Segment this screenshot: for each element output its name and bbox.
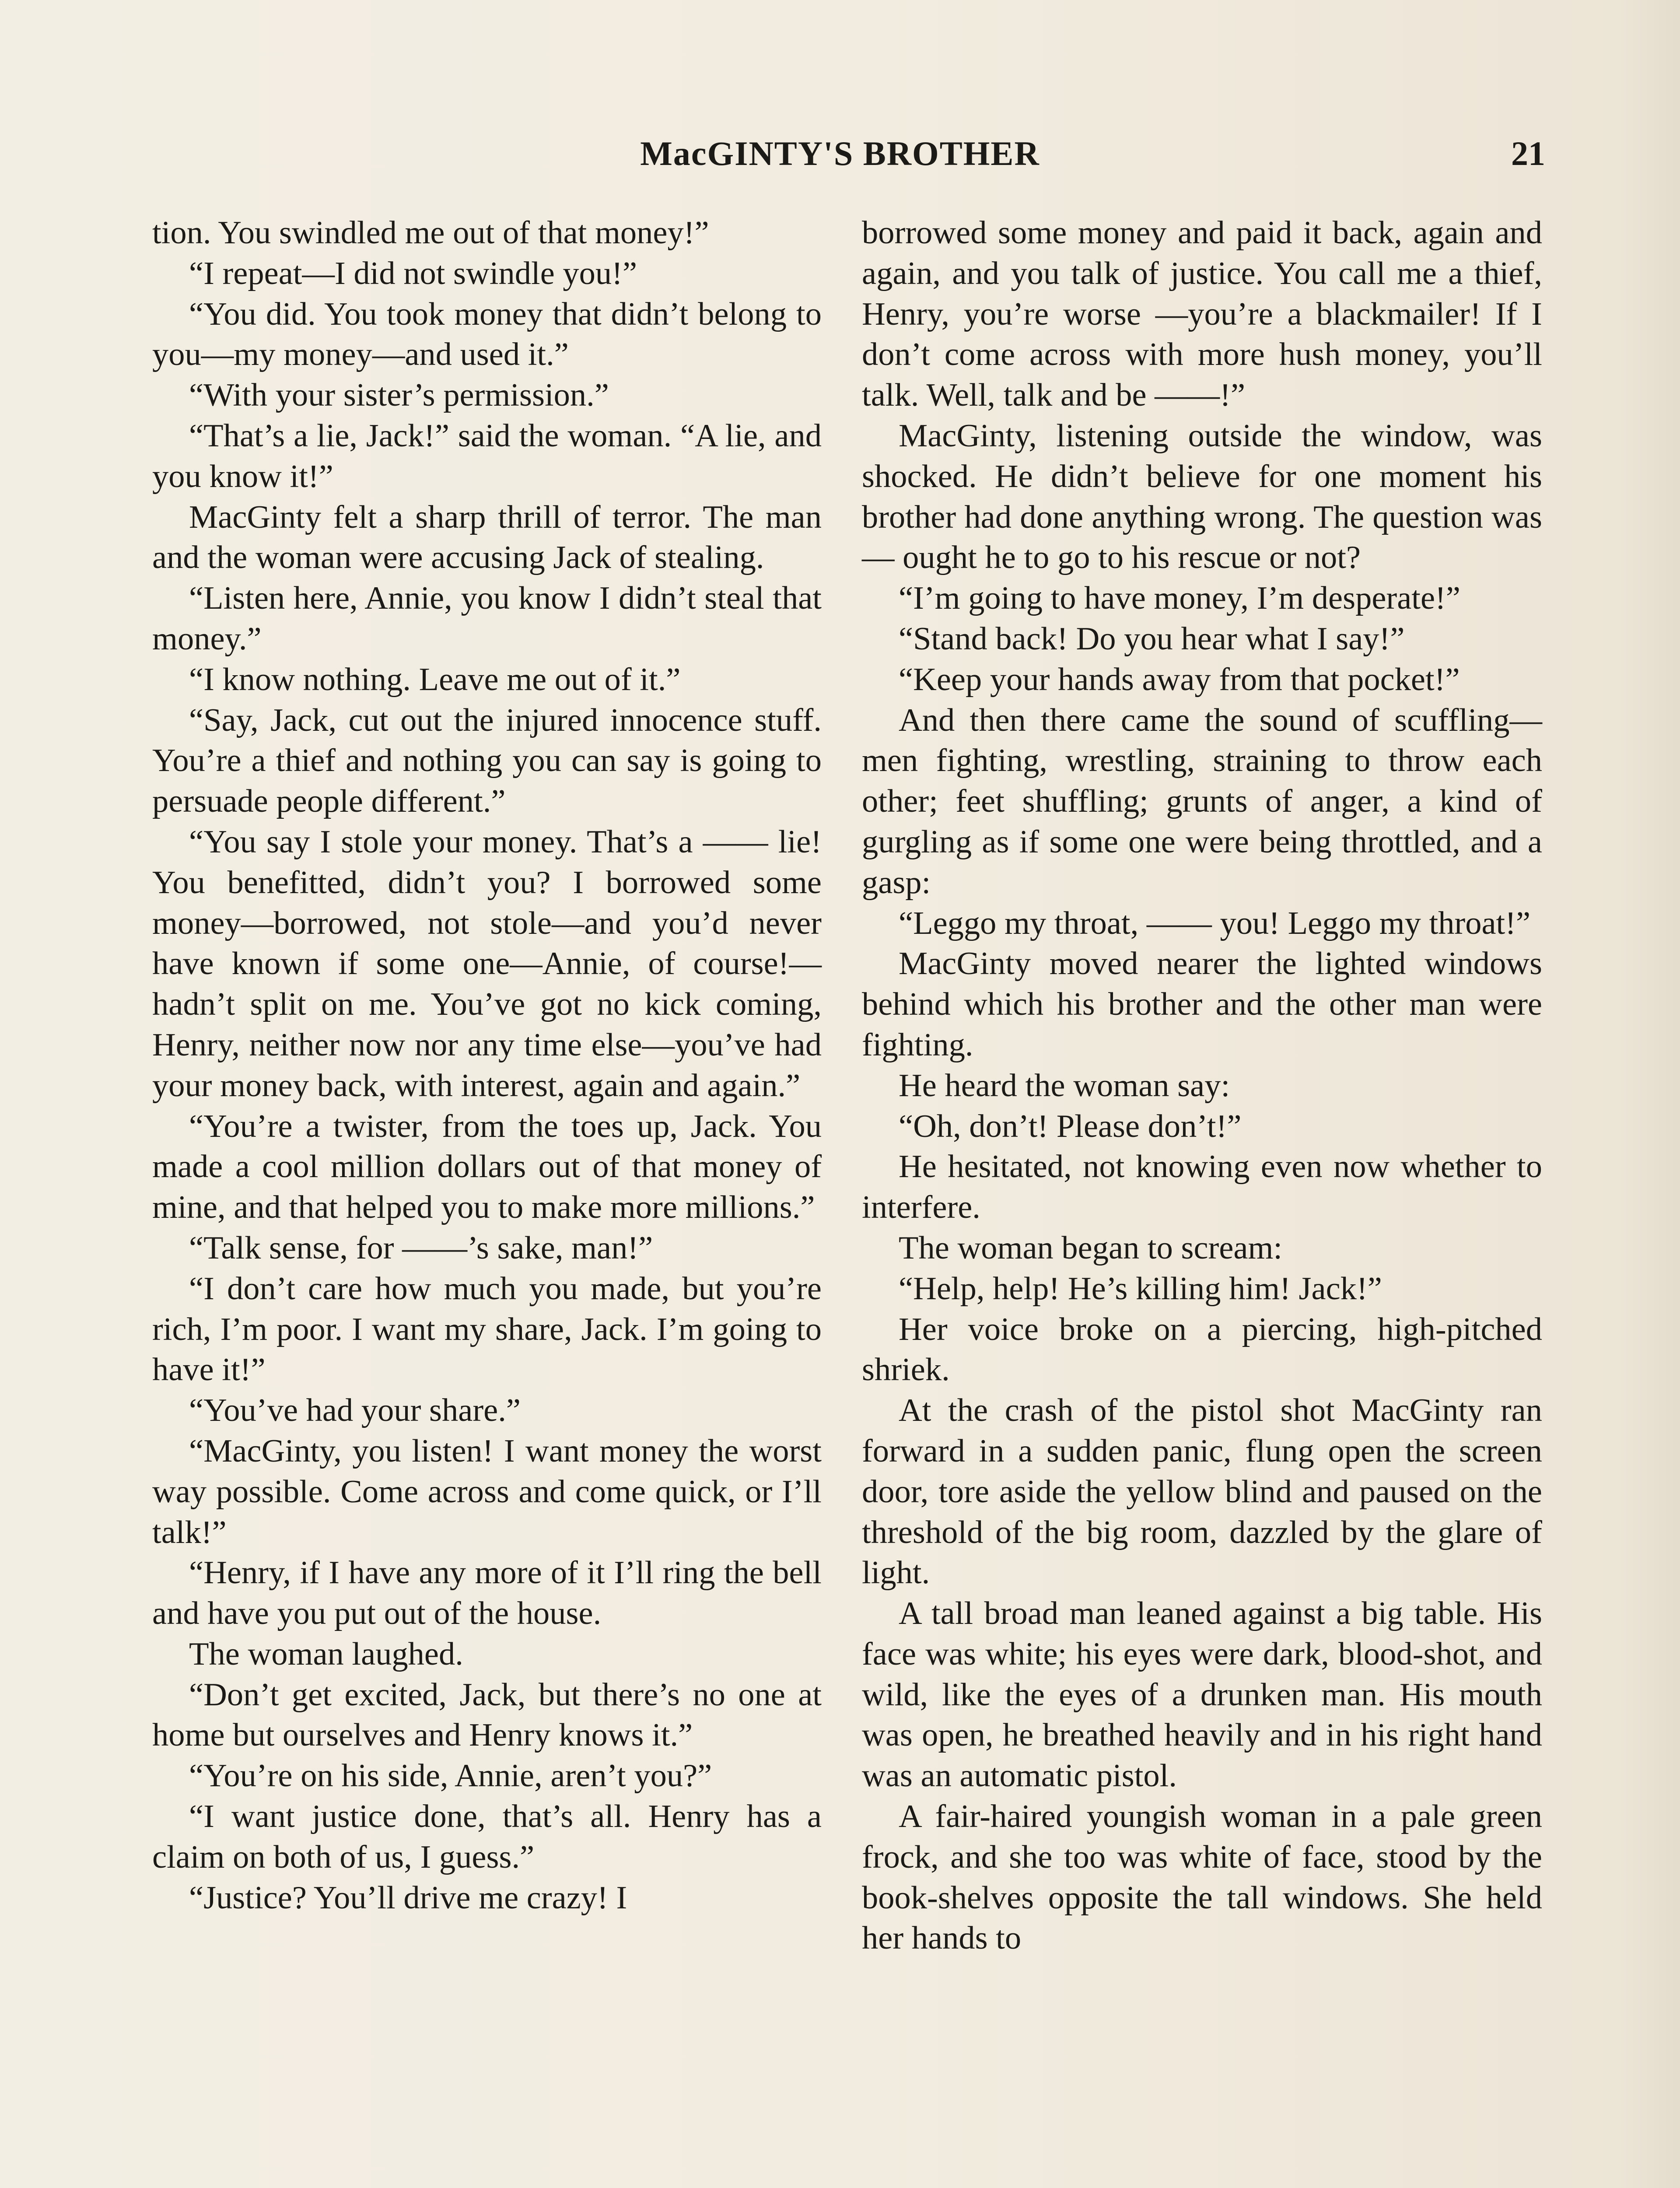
paragraph: “You’re a twister, from the toes up, Jack. You made a cool million dollars out of that money of mine, and that helped you to make more millions.”	[152, 1108, 822, 1226]
paragraph: He hesitated, not knowing even now whether to interfere.	[862, 1149, 1542, 1226]
left-text-column	[152, 213, 822, 1918]
right-text-column	[862, 213, 1542, 1959]
paragraph: The woman began to scream:	[899, 1230, 1283, 1266]
paragraph: “I know nothing. Leave me out of it.”	[189, 661, 681, 698]
paragraph: At the crash of the pistol shot MacGinty ran forward in a sudden panic, flung open the screen door, tore aside the yellow blind and paused on the threshold of the big room, dazzled by the glare of light.	[862, 1392, 1542, 1591]
paragraph: “Talk sense, for ——’s sake, man!”	[189, 1230, 653, 1266]
paragraph: MacGinty, listening outside the window, was shocked. He didn’t believe for one moment his brother had done anything wrong. The question was— ought he to go to his rescue or not?	[862, 417, 1542, 576]
paragraph: “I don’t care how much you made, but you’re rich, I’m poor. I want my share, Jack. I’m going to have it!”	[152, 1270, 822, 1388]
paragraph: “You’re on his side, Annie, aren’t you?”	[189, 1758, 712, 1794]
paragraph: “You’ve had your share.”	[189, 1392, 521, 1429]
paragraph: “Oh, don’t! Please don’t!”	[899, 1108, 1242, 1144]
paragraph: “MacGinty, you listen! I want money the worst way possible. Come across and come quick, or I’ll talk!”	[152, 1433, 822, 1550]
running-head-title: MacGINTY'S BROTHER	[640, 134, 1040, 172]
paragraph: And then there came the sound of scuffling—men fighting, wrestling, straining to throw each other; feet shuffling; grunts of anger, a kind of gurgling as if some one were being throttled, and a gasp:	[862, 702, 1542, 901]
paragraph: “I’m going to have money, I’m desperate!”	[899, 580, 1460, 617]
paragraph: “With your sister’s permission.”	[189, 377, 609, 414]
paragraph: “You did. You took money that didn’t belong to you—my money—and used it.”	[152, 296, 822, 373]
paragraph: MacGinty felt a sharp thrill of terror. The man and the woman were accusing Jack of stealing.	[152, 499, 822, 576]
paragraph: tion. You swindled me out of that money!”	[152, 215, 709, 251]
paragraph: “Justice? You’ll drive me crazy! I	[189, 1879, 627, 1916]
paragraph: Her voice broke on a piercing, high-pitched shriek.	[862, 1311, 1542, 1388]
paragraph: “Stand back! Do you hear what I say!”	[899, 621, 1405, 657]
paragraph: borrowed some money and paid it back, again and again, and you talk of justice. You call me a thief, Henry, you’re worse —you’re a blackmailer! If I don’t come across with more hush money, you’ll talk. Well, talk and be ——!”	[862, 215, 1542, 414]
paragraph: “Listen here, Annie, you know I didn’t steal that money.”	[152, 580, 822, 657]
paragraph: A fair-haired youngish woman in a pale green frock, and she too was white of face, stood by the book-shelves opposite the tall windows. She held her hands to	[862, 1799, 1542, 1957]
paragraph: “That’s a lie, Jack!” said the woman. “A lie, and you know it!”	[152, 417, 822, 494]
paragraph: He heard the woman say:	[899, 1067, 1230, 1104]
paragraph: MacGinty moved nearer the lighted windows behind which his brother and the other man were fighting.	[862, 946, 1542, 1063]
page-number: 21	[1511, 134, 1545, 172]
paragraph: “Don’t get excited, Jack, but there’s no one at home but ourselves and Henry knows it.”	[152, 1676, 822, 1753]
page-header	[0, 130, 1680, 178]
paragraph: “I repeat—I did not swindle you!”	[189, 255, 637, 291]
paragraph: “Henry, if I have any more of it I’ll ring the bell and have you put out of the house.	[152, 1555, 822, 1632]
paragraph: “I want justice done, that’s all. Henry has a claim on both of us, I guess.”	[152, 1799, 822, 1875]
paragraph: The woman laughed.	[189, 1636, 463, 1672]
page-edge-shadow	[1619, 0, 1680, 2188]
paragraph: “Help, help! He’s killing him! Jack!”	[899, 1270, 1382, 1307]
paragraph: A tall broad man leaned against a big table. His face was white; his eyes were dark, blood-shot, and wild, like the eyes of a drunken man. His mouth was open, he breathed heavily and in his right hand was an automatic pistol.	[862, 1595, 1542, 1794]
paragraph: “Say, Jack, cut out the injured innocence stuff. You’re a thief and nothing you can say is going to persuade people different.”	[152, 702, 822, 820]
paragraph: “Leggo my throat, —— you! Leggo my throat!”	[899, 905, 1531, 941]
paragraph: “Keep your hands away from that pocket!”	[899, 661, 1460, 698]
paragraph: “You say I stole your money. That’s a —— lie! You benefitted, didn’t you? I borrowed some money—borrowed, not stole—and you’d never have known if some one—Annie, of course!—hadn’t split on me. You’ve got no kick coming, Henry, neither now nor any time else—you’ve had your money back, with interest, again and again.”	[152, 824, 822, 1104]
